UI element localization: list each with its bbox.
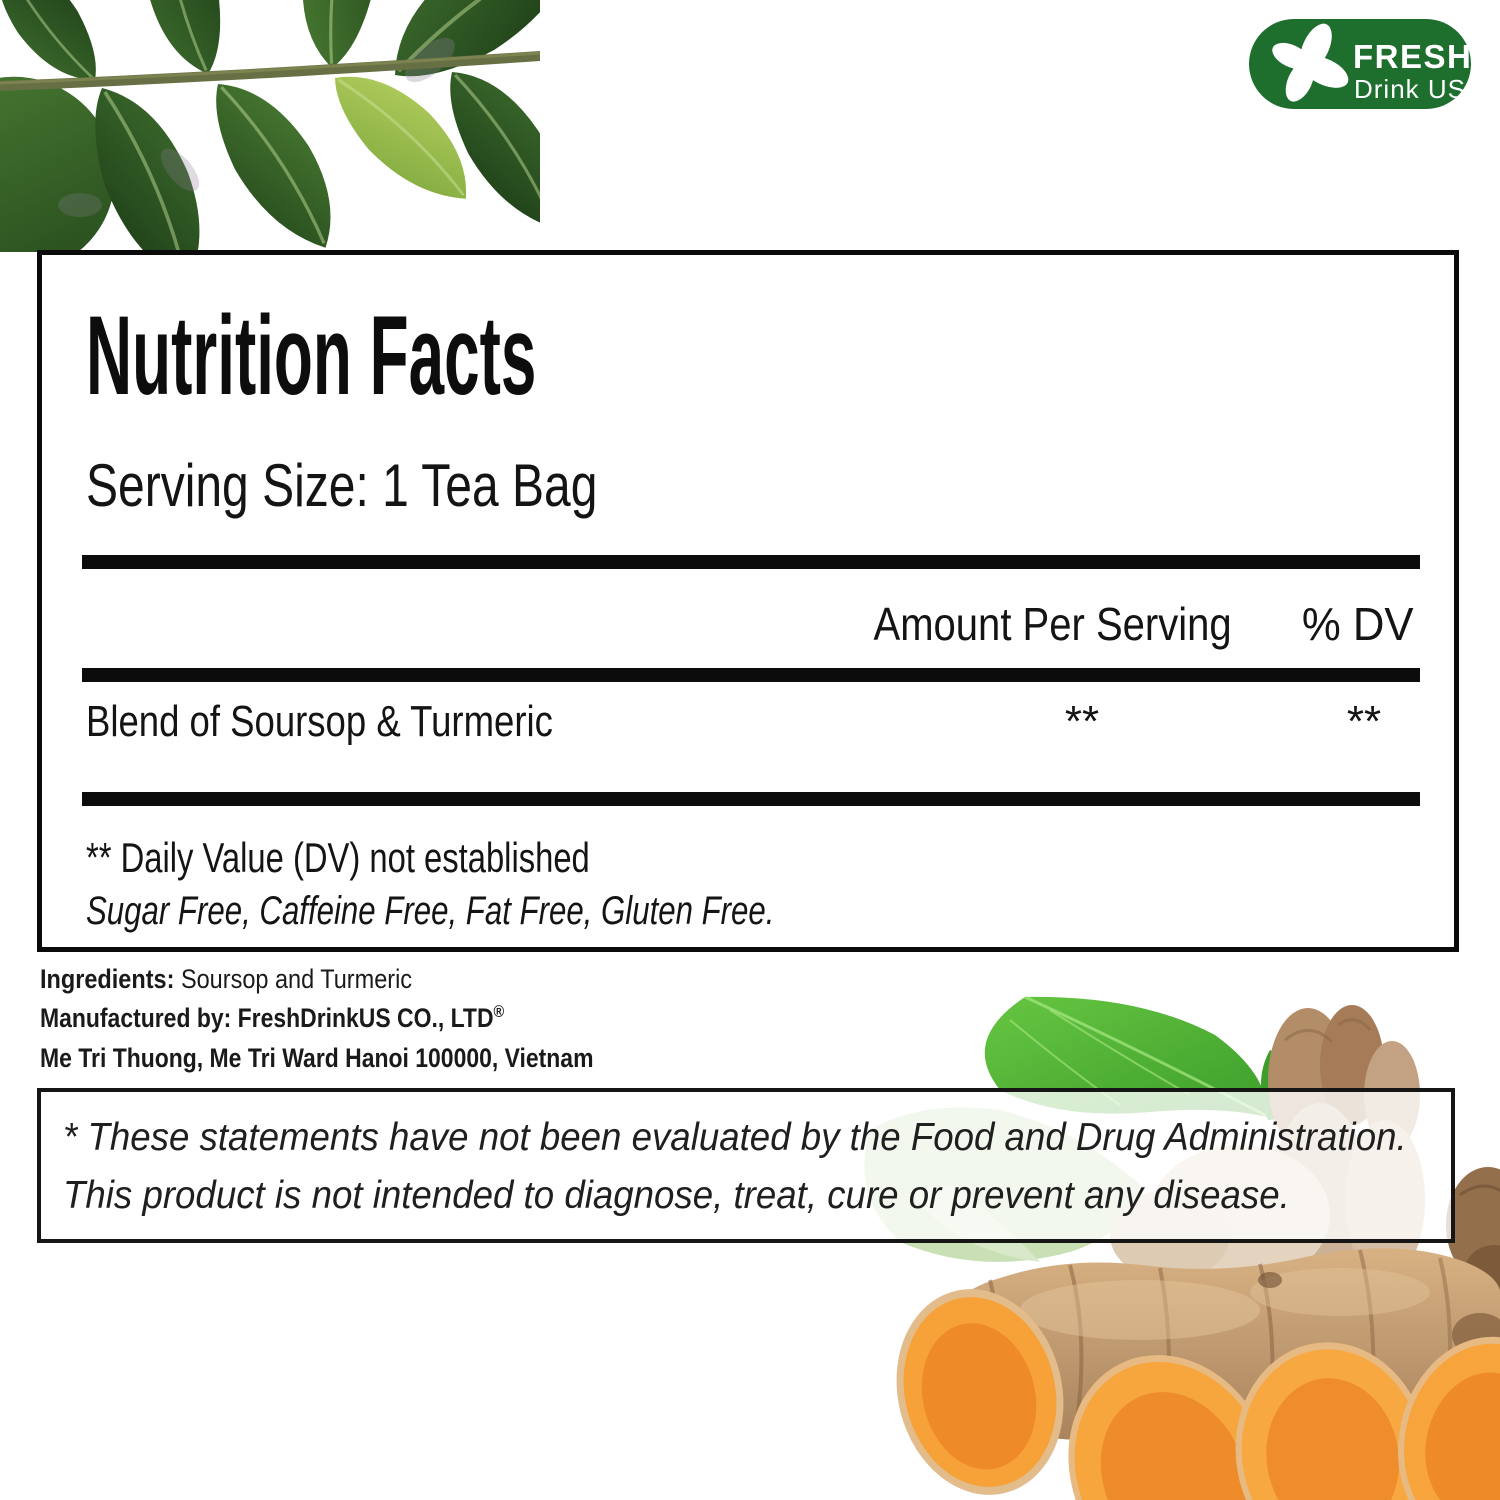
panel-title: Nutrition Facts — [86, 293, 537, 418]
dv-footnote: ** Daily Value (DV) not established — [86, 834, 590, 881]
address-line — [40, 1043, 691, 1074]
row-amount-value: ** — [1064, 697, 1100, 746]
fresh-drink-us-logo — [1248, 18, 1472, 110]
logo-text-line2: Drink US — [1354, 74, 1467, 104]
soursop-leaves-image — [0, 0, 540, 252]
serving-size: Serving Size: 1 Tea Bag — [86, 452, 598, 519]
column-header-amount: Amount Per Serving — [873, 598, 1232, 650]
ingredients-value: Soursop and Turmeric — [174, 964, 413, 994]
thick-divider-top — [82, 555, 1420, 569]
ingredients-line — [40, 964, 468, 995]
disclaimer-line2: This product is not intended to diagnose, treat, cure or prevent any disease. — [63, 1174, 1290, 1217]
manufactured-by-text: Manufactured by: FreshDrinkUS CO., LTD — [40, 1003, 494, 1033]
address-text: Me Tri Thuong, Me Tri Ward Hanoi 100000, Vietnam — [40, 1043, 594, 1073]
thick-divider-middle — [82, 668, 1420, 682]
thick-divider-bottom — [82, 792, 1420, 806]
logo-text-line1: FRESH — [1353, 38, 1472, 75]
column-header-dv: % DV — [1302, 598, 1414, 650]
manufactured-by-line — [40, 1003, 586, 1034]
ingredients-label: Ingredients: — [40, 964, 175, 994]
disclaimer-line1: * These statements have not been evaluated by the Food and Drug Administration. — [63, 1116, 1407, 1159]
fda-disclaimer-box — [37, 1088, 1455, 1243]
row-dv-value: ** — [1346, 697, 1382, 746]
nutrition-facts-panel — [37, 250, 1459, 952]
free-claims: Sugar Free, Caffeine Free, Fat Free, Gluten Free. — [86, 889, 775, 933]
registered-trademark-symbol: ® — [493, 1002, 505, 1021]
row-ingredient-name: Blend of Soursop & Turmeric — [86, 697, 553, 746]
